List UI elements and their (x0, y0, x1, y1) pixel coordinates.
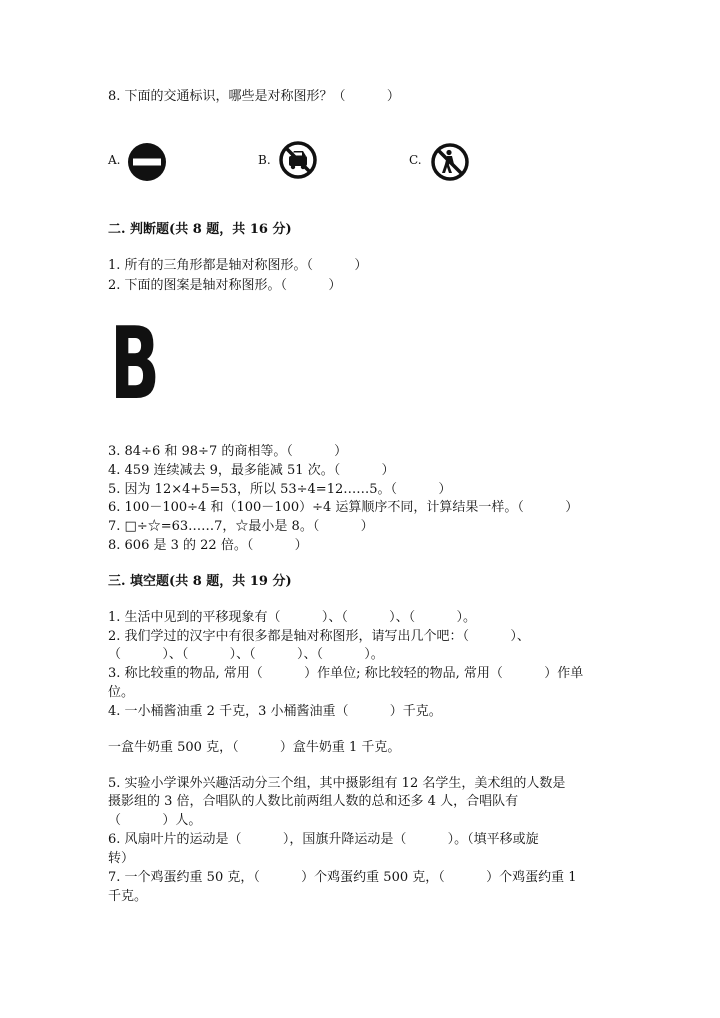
judge-item-4: 4. 459 连续减去 9，最多能减 51 次。（ ） (108, 463, 395, 478)
no-entry-sign-icon (127, 142, 167, 182)
judge-item-8: 8. 606 是 3 的 22 倍。（ ） (108, 538, 308, 553)
fill-line-4: 3. 称比较重的物品, 常用（ ）作单位; 称比较轻的物品, 常用（ ）作单 (108, 666, 584, 681)
letter-b-text: B (110, 305, 160, 422)
judge-item-3: 3. 84÷6 和 98÷7 的商相等。（ ） (108, 444, 348, 459)
question-8-title: 8. 下面的交通标识，哪些是对称图形？（ ） (108, 89, 400, 104)
fill-line-3: （ ）、（ ）、（ ）、（ ）。 (108, 647, 384, 662)
fill-line-2: 2. 我们学过的汉字中有很多都是轴对称图形，请写出几个吧：（ ）、 (108, 629, 530, 644)
option-c-label: C. (409, 153, 422, 167)
section-2-heading: 二. 判断题(共 8 题，共 16 分) (108, 222, 292, 237)
fill-line-14: 千克。 (108, 889, 148, 904)
option-b-label: B. (258, 153, 271, 167)
judge-item-2: 2. 下面的图案是轴对称图形。（ ） (108, 278, 342, 293)
judge-item-7: 7. □÷☆=63……7，☆最小是 8。（ ） (108, 519, 374, 534)
fill-line-12: 转） (108, 851, 135, 866)
judge-item-6: 6. 100－100÷4 和（100－100）÷4 运算顺序不同，计算结果一样。（ ） (108, 500, 579, 515)
judge-item-1: 1. 所有的三角形都是轴对称图形。（ ） (108, 258, 368, 273)
option-a-label: A. (108, 153, 121, 167)
fill-line-10: （ ）人。 (108, 813, 202, 828)
fill-line-8: 5. 实验小学课外兴趣活动分三个组，其中摄影组有 12 名学生，美术组的人数是 (108, 776, 566, 791)
section-3-heading: 三. 填空题(共 8 题，共 19 分) (108, 574, 292, 589)
fill-line-7: 一盒牛奶重 500 克，（ ）盒牛奶重 1 千克。 (108, 740, 401, 755)
letter-b-figure (110, 305, 162, 422)
fill-line-1: 1. 生活中见到的平移现象有（ ）、（ ）、（ ）。 (108, 610, 477, 625)
fill-line-11: 6. 风扇叶片的运动是（ ），国旗升降运动是（ ）。（填平移或旋 (108, 832, 539, 847)
judge-item-5: 5. 因为 12×4+5=53，所以 53÷4=12……5。（ ） (108, 482, 452, 497)
fill-line-6: 4. 一小桶酱油重 2 千克，3 小桶酱油重（ ）千克。 (108, 704, 442, 719)
no-pedestrians-sign-icon (430, 142, 470, 182)
fill-line-5: 位。 (108, 685, 135, 700)
fill-line-9: 摄影组的 3 倍，合唱队的人数比前两组人数的总和还多 4 人，合唱队有 (108, 794, 519, 809)
fill-line-13: 7. 一个鸡蛋约重 50 克，（ ）个鸡蛋约重 500 克，（ ）个鸡蛋约重 1 (108, 870, 577, 885)
no-vehicles-sign-icon (278, 140, 318, 180)
